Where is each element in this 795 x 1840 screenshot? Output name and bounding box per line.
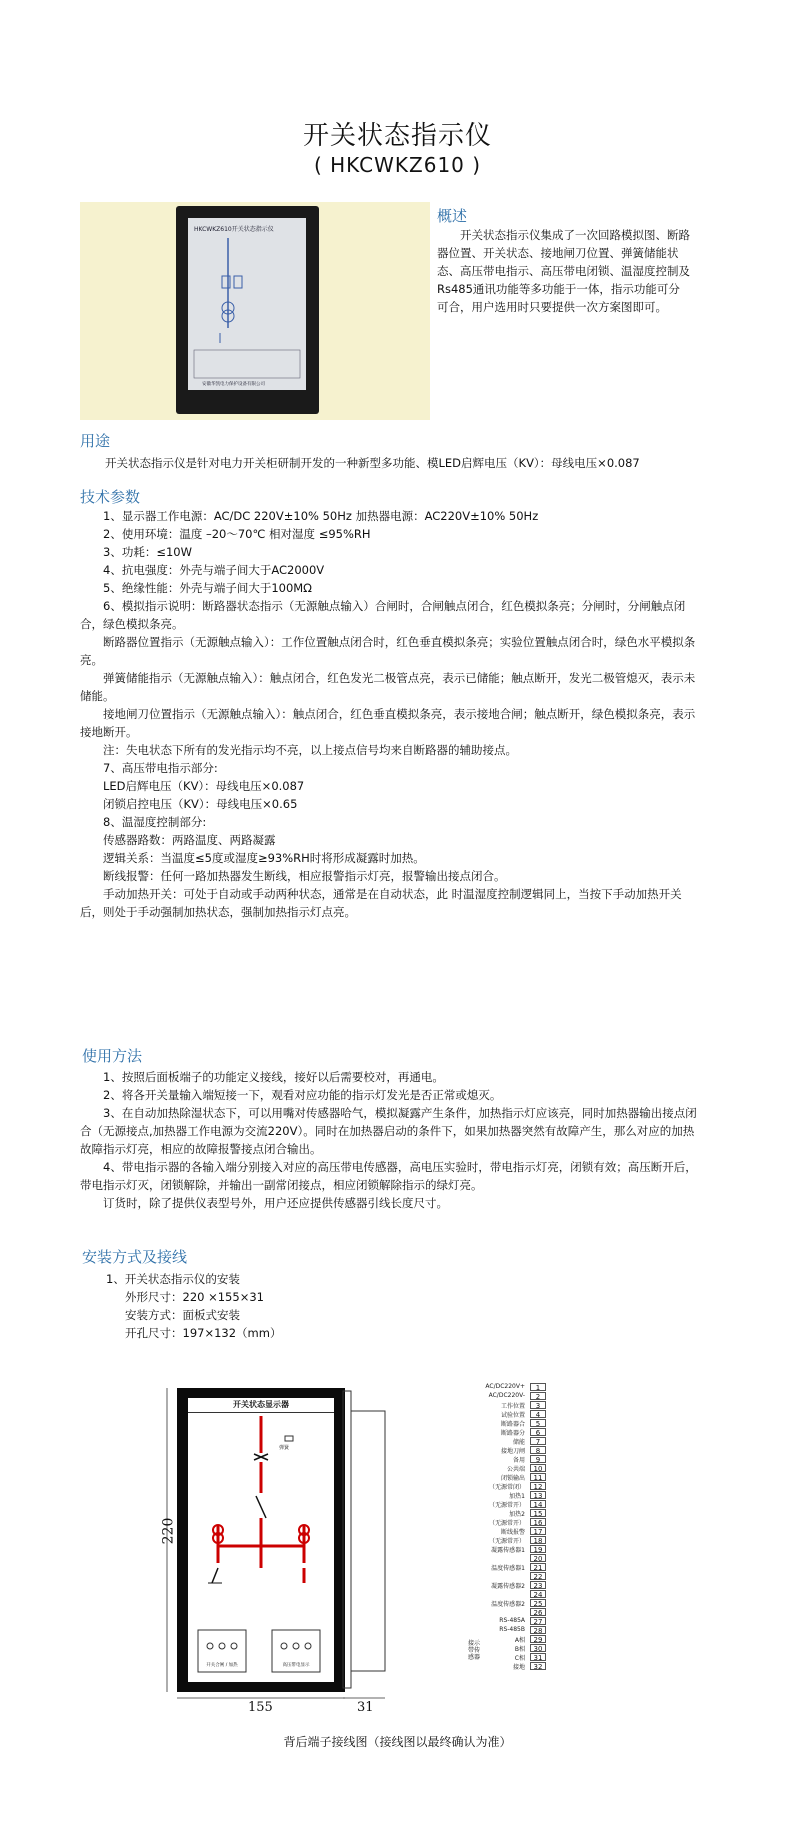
terminal-label: 凝露传感器2 bbox=[491, 1583, 525, 1590]
method-line: 1、按照后面板端子的功能定义接线，接好以后需要校对，再通电。 bbox=[103, 1070, 444, 1084]
device-screen bbox=[188, 218, 306, 390]
method-line: 3、在自动加热除湿状态下，可以用嘴对传感器哈气，模拟凝露产生条件，加热指示灯应该亮，同时加热器输出接点闭合（无源接点,加热器工作电源为交流220V）。同时在加热器启动的条件下，如果加热器突然有故障产生，那么对应的加热故障指示灯亮，相应的故障报警接点闭合输出。 bbox=[80, 1106, 697, 1156]
spec-line: 2、使用环境：温度 –20～70℃ 相对湿度 ≤95%RH bbox=[103, 527, 371, 541]
spec-line: 断线报警：任何一路加热器发生断线，相应报警指示灯亮，报警输出接点闭合。 bbox=[103, 869, 506, 883]
terminal-number: 19 bbox=[530, 1545, 546, 1553]
dim-width: 155 bbox=[248, 1700, 273, 1715]
method-line: 订货时，除了提供仪表型号外，用户还应提供传感器引线长度尺寸。 bbox=[103, 1196, 448, 1210]
install-line: 开孔尺寸：197×132（mm） bbox=[125, 1326, 282, 1340]
terminal-label: RS-485B bbox=[499, 1626, 525, 1633]
terminal-number: 10 bbox=[530, 1464, 546, 1472]
specs-list bbox=[80, 507, 700, 921]
terminal-number: 15 bbox=[530, 1509, 546, 1517]
terminal-label: AC/DC220V- bbox=[488, 1392, 525, 1399]
terminal-label: RS-485A bbox=[499, 1617, 525, 1624]
terminal-label: 断线报警 bbox=[500, 1529, 525, 1536]
screen-header: HKCWKZ610开关状态指示仪 bbox=[194, 226, 274, 233]
spec-line: 5、绝缘性能：外壳与端子间大于100MΩ bbox=[103, 581, 312, 595]
terminal-label: AC/DC220V+ bbox=[485, 1383, 525, 1390]
terminal-number: 1 bbox=[530, 1383, 546, 1391]
spec-line: 3、功耗：≤10W bbox=[103, 545, 192, 559]
install-line: 1、开关状态指示仪的安装 bbox=[106, 1272, 240, 1286]
terminal-number: 32 bbox=[530, 1662, 546, 1670]
terminal-label: （无源常开） bbox=[488, 1538, 525, 1545]
specs-heading: 技术参数 bbox=[80, 488, 141, 506]
terminal-label: （无源常开） bbox=[488, 1520, 525, 1527]
terminal-label: C相 bbox=[514, 1655, 525, 1662]
install-list bbox=[106, 1270, 406, 1342]
right-box-caption: 高压带电显示 bbox=[282, 1663, 310, 1668]
spec-line: 8、温湿度控制部分: bbox=[103, 815, 207, 829]
terminal-number: 13 bbox=[530, 1491, 546, 1499]
method-heading: 使用方法 bbox=[82, 1047, 143, 1065]
spec-line: 注：失电状态下所有的发光指示均不亮，以上接点信号均来自断路器的辅助接点。 bbox=[103, 743, 517, 757]
terminal-number: 2 bbox=[530, 1392, 546, 1400]
page-title: 开关状态指示仪 bbox=[302, 121, 492, 151]
spec-line: 4、抗电强度：外壳与端子间大于AC2000V bbox=[103, 563, 325, 577]
terminal-label: 公共端 bbox=[506, 1466, 525, 1473]
usage-text: 开关状态指示仪是针对电力开关柜研制开发的一种新型多功能、模LED启辉电压（KV）：母线电压×0.087 bbox=[105, 456, 640, 470]
spec-line: 弹簧储能指示（无源触点输入）：触点闭合，红色发光二极管点亮，表示已储能；触点断开，发光二极管熄灭，表示未储能。 bbox=[80, 671, 696, 703]
method-line: 4、带电指示器的各输入端分别接入对应的高压带电传感器，高电压实验时，带电指示灯亮，闭锁有效；高压断开后，带电指示灯灭，闭锁解除，并输出一副常闭接点，相应闭锁解除指示的绿灯亮。 bbox=[80, 1160, 697, 1192]
method-line: 2、将各开关量输入端短接一下，观看对应功能的指示灯发光是否正常或熄灭。 bbox=[103, 1088, 502, 1102]
terminal-label: 凝露传感器1 bbox=[491, 1547, 525, 1554]
terminal-number: 30 bbox=[530, 1644, 546, 1652]
terminal-number: 12 bbox=[530, 1482, 546, 1490]
terminal-number: 7 bbox=[530, 1437, 546, 1445]
spec-line: 断路器位置指示（无源触点输入）：工作位置触点闭合时，红色垂直模拟条亮；实验位置触点闭合时，绿色水平模拟条亮。 bbox=[80, 635, 696, 667]
terminal-label: 加热2 bbox=[509, 1511, 525, 1518]
panel-title: 开关状态显示器 bbox=[188, 1398, 334, 1413]
device-mimic-diagram bbox=[188, 218, 306, 390]
install-line: 安装方式：面板式安装 bbox=[125, 1308, 240, 1322]
spring-button-label: 弹簧 bbox=[279, 1445, 290, 1451]
spec-line: 接地闸刀位置指示（无源触点输入）：触点闭合，红色垂直模拟条亮，表示接地合闸；触点断开，绿色模拟条亮，表示接地断开。 bbox=[80, 707, 696, 739]
terminal-number: 28 bbox=[530, 1626, 546, 1634]
terminal-label: 备用 bbox=[512, 1457, 525, 1464]
overview-paragraph: 开关状态指示仪集成了一次回路模拟图、断路器位置、开关状态、接地闸刀位置、弹簧储能状态、高压带电指示、高压带电闭锁、温湿度控制及Rs485通讯功能等多功能于一体，指示功能可分可合，用户选用时只要提供一次方案图即可。 bbox=[437, 228, 690, 314]
spec-line: 闭锁启控电压（KV）：母线电压×0.65 bbox=[103, 797, 298, 811]
terminal-label: 接地 bbox=[512, 1664, 525, 1671]
terminal-number: 6 bbox=[530, 1428, 546, 1436]
overview-heading: 概述 bbox=[437, 207, 468, 225]
terminal-label: 试验位置 bbox=[500, 1412, 525, 1419]
terminal-number: 4 bbox=[530, 1410, 546, 1418]
dim-height: 220 bbox=[160, 1517, 177, 1545]
terminal-number: 17 bbox=[530, 1527, 546, 1535]
terminal-number: 21 bbox=[530, 1563, 546, 1571]
terminal-number: 9 bbox=[530, 1455, 546, 1463]
method-list bbox=[80, 1068, 700, 1212]
device-footer: 安徽华凯电力保护设备有限公司 bbox=[202, 382, 265, 387]
terminal-number: 18 bbox=[530, 1536, 546, 1544]
terminal-label: 温度传感器2 bbox=[491, 1601, 525, 1608]
install-line: 外形尺寸：220 ×155×31 bbox=[125, 1290, 264, 1304]
dim-depth: 31 bbox=[357, 1700, 374, 1715]
overview-text bbox=[437, 226, 690, 316]
terminal-number: 3 bbox=[530, 1401, 546, 1409]
terminal-label: 闭锁输出 bbox=[500, 1475, 525, 1482]
spec-line: 逻辑关系：当温度≤5度或湿度≥93%RH时将形成凝露时加热。 bbox=[103, 851, 425, 865]
spec-line: 6、模拟指示说明：断路器状态指示（无源触点输入）合闸时，合闸触点闭合，红色模拟条亮；分闸时，分闸触点闭合，绿色模拟条亮。 bbox=[80, 599, 686, 631]
model-number: ( HKCWKZ610 ) bbox=[313, 153, 482, 177]
terminal-number: 16 bbox=[530, 1518, 546, 1526]
terminal-number: 24 bbox=[530, 1590, 546, 1598]
dimension-lines bbox=[155, 1385, 395, 1720]
terminal-number: 26 bbox=[530, 1608, 546, 1616]
terminal-number: 22 bbox=[530, 1572, 546, 1580]
terminal-number: 11 bbox=[530, 1473, 546, 1481]
terminal-label: A相 bbox=[514, 1637, 525, 1644]
spec-line: LED启辉电压（KV）：母线电压×0.087 bbox=[103, 779, 305, 793]
install-heading: 安装方式及接线 bbox=[82, 1248, 188, 1266]
terminal-label: B相 bbox=[514, 1646, 525, 1653]
terminal-number: 27 bbox=[530, 1617, 546, 1625]
terminal-label: 加热1 bbox=[509, 1493, 525, 1500]
spec-line: 手动加热开关：可处于自动或手动两种状态，通常是在自动状态，此 时温湿度控制逻辑同上，当按下手动加热开关后，则处于手动强制加热状态，强制加热指示灯点亮。 bbox=[80, 887, 682, 919]
terminal-label: 工作位置 bbox=[500, 1403, 525, 1410]
terminal-label: 温度传感器1 bbox=[491, 1565, 525, 1572]
terminal-label: （无源常闭） bbox=[488, 1484, 525, 1491]
terminal-number: 31 bbox=[530, 1653, 546, 1661]
terminal-label: 接地刀闸 bbox=[500, 1448, 525, 1455]
left-box-caption: 开关合闸 / 加热 bbox=[206, 1663, 238, 1668]
sensor-group-label: 接示带传感器 bbox=[468, 1640, 481, 1661]
terminal-number: 8 bbox=[530, 1446, 546, 1454]
terminal-number: 25 bbox=[530, 1599, 546, 1607]
spec-line: 7、高压带电指示部分: bbox=[103, 761, 218, 775]
terminal-number: 20 bbox=[530, 1554, 546, 1562]
terminal-label: 断路器分 bbox=[500, 1430, 525, 1437]
terminal-number: 23 bbox=[530, 1581, 546, 1589]
terminal-label: 储能 bbox=[512, 1439, 525, 1446]
spec-line: 1、显示器工作电源：AC/DC 220V±10% 50Hz 加热器电源：AC220V±10% 50Hz bbox=[103, 509, 539, 523]
wiring-caption: 背后端子接线图（接线图以最终确认为准） bbox=[283, 1735, 512, 1749]
terminal-number: 14 bbox=[530, 1500, 546, 1508]
terminal-number: 29 bbox=[530, 1635, 546, 1643]
terminal-label: （无源常开） bbox=[488, 1502, 525, 1509]
usage-heading: 用途 bbox=[80, 432, 111, 450]
terminal-label: 断路器合 bbox=[500, 1421, 525, 1428]
terminal-number: 5 bbox=[530, 1419, 546, 1427]
spec-line: 传感器路数：两路温度、两路凝露 bbox=[103, 833, 276, 847]
